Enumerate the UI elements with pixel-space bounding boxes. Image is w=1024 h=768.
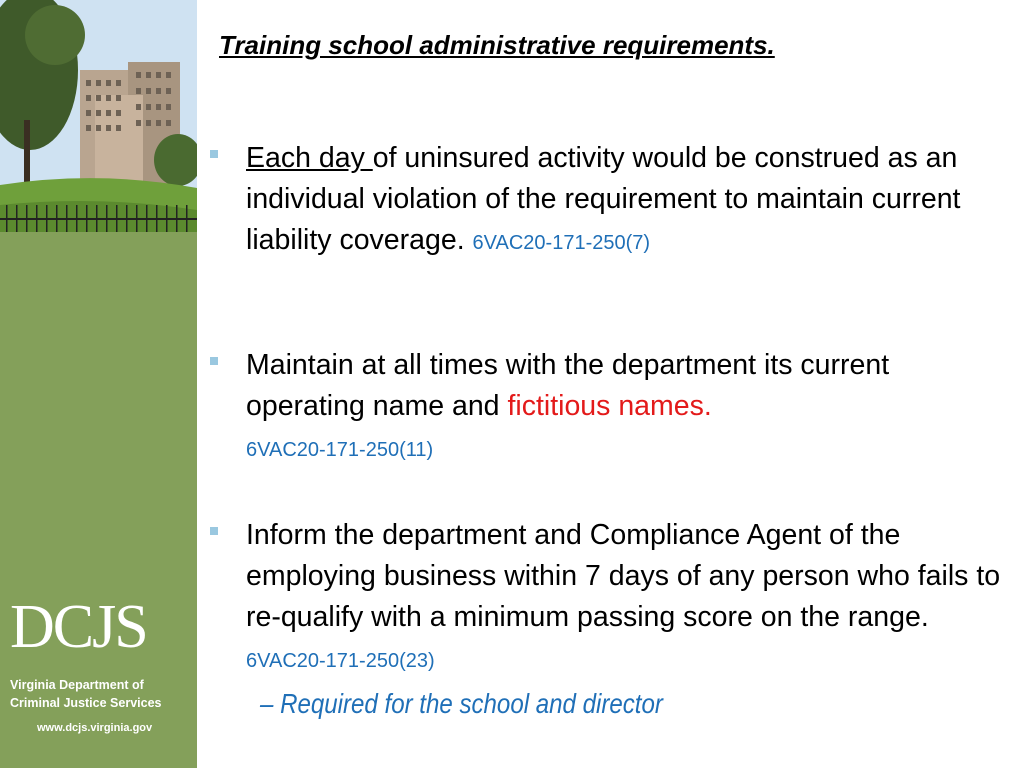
sidebar: [0, 0, 197, 768]
org-name-line1: Virginia Department of: [10, 678, 144, 692]
sub-bullet-dash: –: [260, 688, 274, 719]
bullet-highlight: fictitious names.: [507, 390, 712, 422]
sub-bullet: [260, 688, 663, 720]
bullet-item: [210, 138, 1010, 264]
dcjs-logo: [10, 594, 190, 660]
regulation-reference: 6VAC20-171-250(7): [472, 232, 651, 254]
logo-letter-s: S: [114, 593, 147, 661]
org-url: www.dcjs.virginia.gov: [37, 722, 153, 734]
slide-title: Training school administrative requirements.: [219, 30, 775, 60]
bullet-text: Maintain at all times with the department its current operating name and: [246, 349, 890, 422]
bullet-item: [210, 515, 1010, 682]
bullet-item: [210, 345, 1010, 471]
bullet-text: of uninsured activity would be construed as an individual violation of the requirement to maintain current liability coverage.: [246, 142, 961, 256]
logo-letter-d: D: [10, 593, 53, 661]
regulation-reference: 6VAC20-171-250(23): [246, 650, 435, 672]
logo-letter-c: C: [52, 593, 93, 661]
bullet-text: Inform the department and Compliance Agent of the employing business within 7 days of any person who fails to re-qualify with a minimum passing score on the range.: [246, 519, 1001, 633]
building-photo: [0, 0, 197, 232]
bullet-marker: [210, 527, 218, 535]
bullet-lead: Each day: [246, 142, 373, 174]
bullet-body: [246, 345, 1010, 471]
org-name-line2: Criminal Justice Services: [10, 696, 162, 710]
bullet-marker: [210, 150, 218, 158]
regulation-reference: 6VAC20-171-250(11): [246, 439, 434, 461]
org-name: [10, 676, 195, 712]
bullet-body: [246, 138, 1010, 264]
sub-bullet-text: Required for the school and director: [280, 688, 663, 719]
bullet-marker: [210, 357, 218, 365]
logo-letter-j: J: [92, 593, 115, 661]
bullet-body: [246, 515, 1010, 682]
